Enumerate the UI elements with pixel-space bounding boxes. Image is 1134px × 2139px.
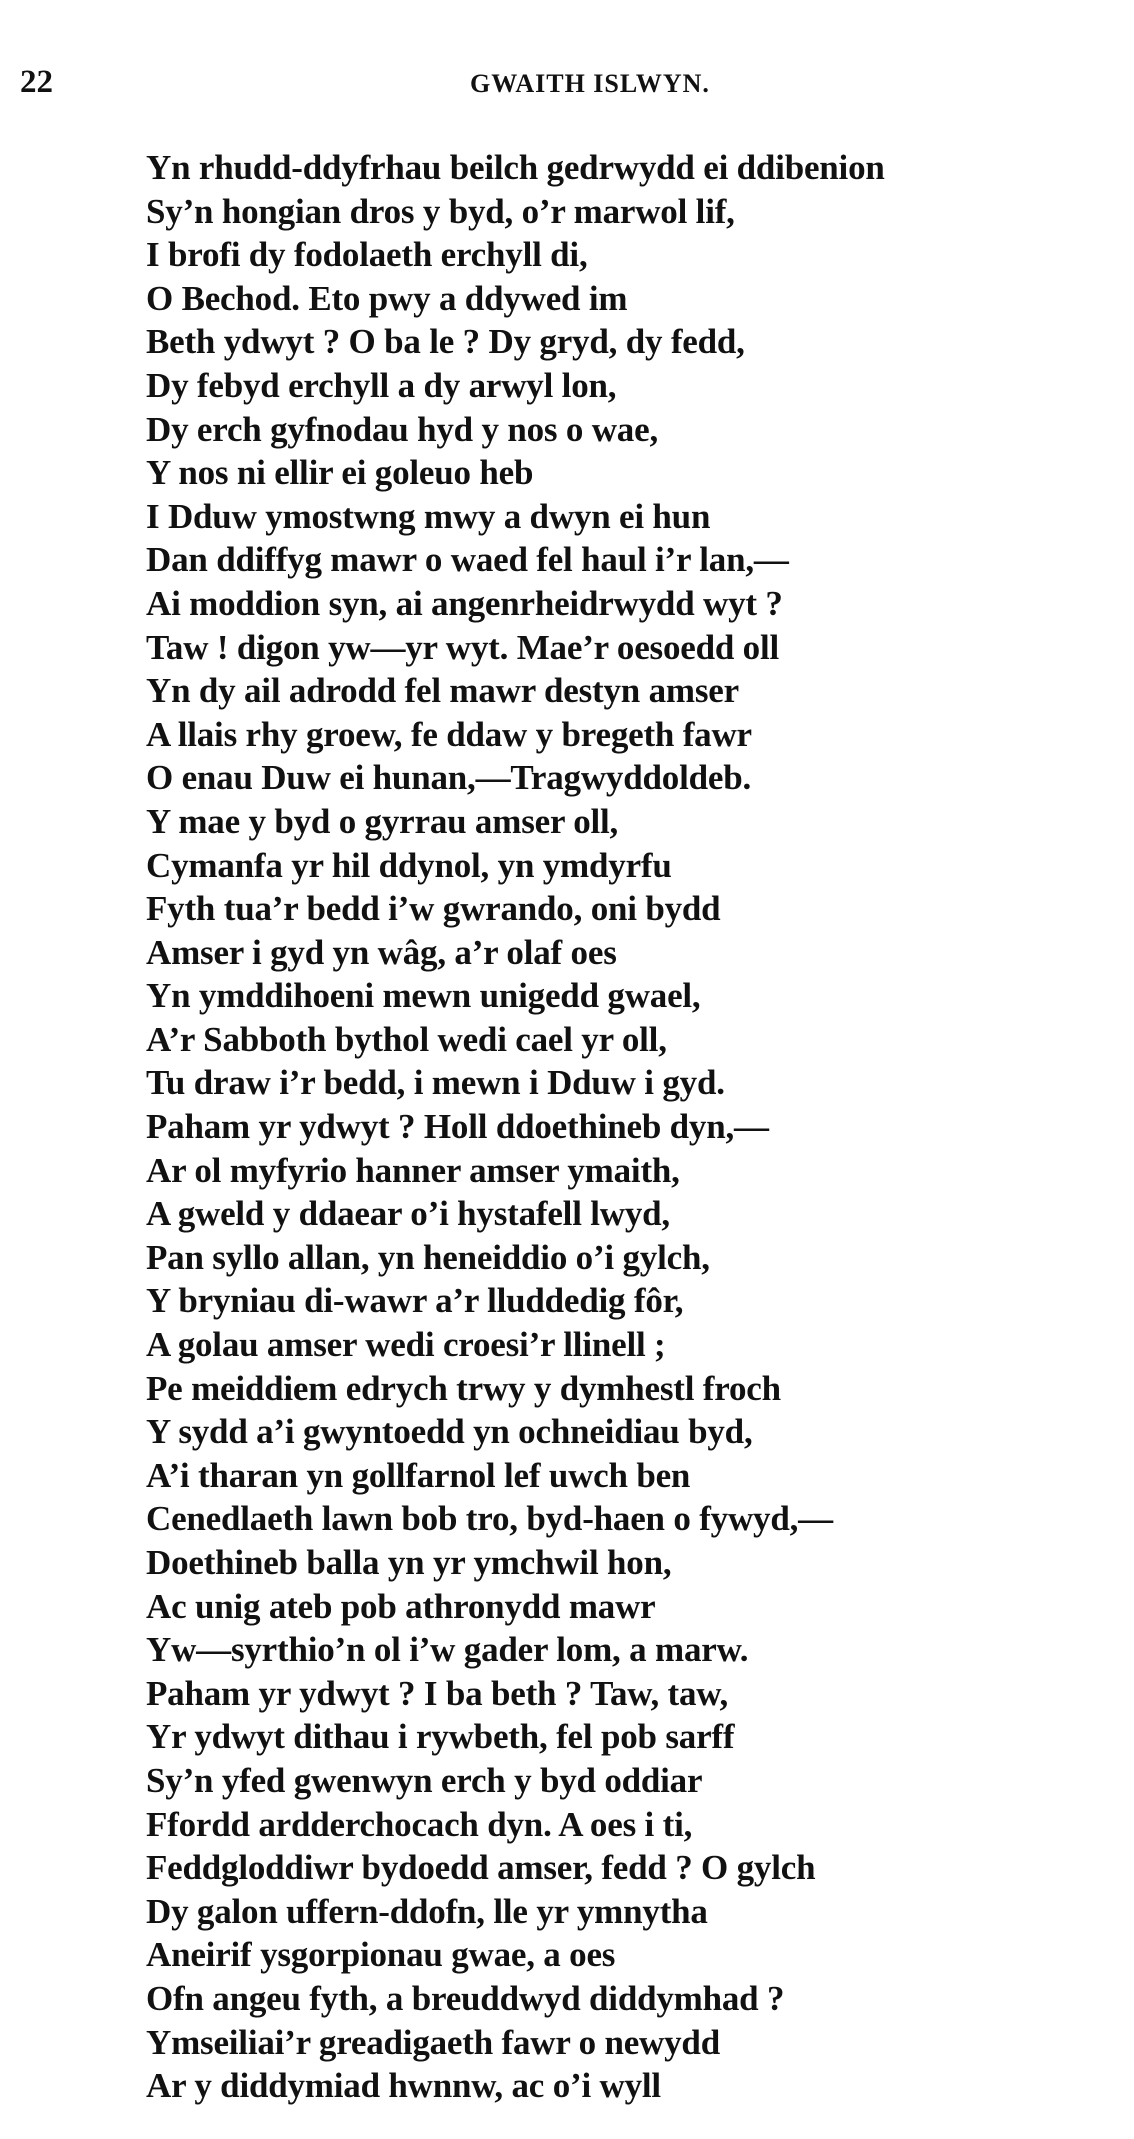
poem-line: Y bryniau di-wawr a’r lluddedig fôr, [146, 1281, 684, 1321]
poem-line: Yn dy ail adrodd fel mawr destyn amser [146, 671, 739, 711]
poem-line: A llais rhy groew, fe ddaw y bregeth fawr [146, 714, 752, 754]
poem-line: Taw ! digon yw—yr wyt. Mae’r oesoedd oll [146, 627, 780, 667]
running-title: GWAITH ISLWYN. [470, 69, 710, 98]
poem-line: Feddgloddiwr bydoedd amser, fedd ? O gylch [146, 1848, 816, 1888]
poem-line: Ar ol myfyrio hanner amser ymaith, [146, 1150, 680, 1190]
poem-line: Yr ydwyt dithau i rywbeth, fel pob sarff [146, 1717, 735, 1757]
poem-line: Yn ymddihoeni mewn unigedd gwael, [146, 976, 701, 1016]
poem-line: Dan ddiffyg mawr o waed fel haul i’r lan,— [146, 540, 789, 580]
poem-line: Dy erch gyfnodau hyd y nos o wae, [146, 409, 658, 449]
poem-line: Dy galon uffern-ddofn, lle yr ymnytha [146, 1891, 708, 1931]
page-header [0, 62, 1134, 102]
poem-line: A’r Sabboth bythol wedi cael yr oll, [146, 1019, 667, 1059]
poem-line: Y nos ni ellir ei goleuo heb [146, 453, 534, 493]
poem-line: Aneirif ysgorpionau gwae, a oes [146, 1935, 616, 1975]
poem-line: Ymseiliai’r greadigaeth fawr o newydd [146, 2022, 720, 2062]
poem-line: Y mae y byd o gyrrau amser oll, [146, 801, 619, 841]
poem-line: Y sydd a’i gwyntoedd yn ochneidiau byd, [146, 1412, 753, 1452]
poem-line: Ofn angeu fyth, a breuddwyd diddymhad ? [146, 1978, 785, 2018]
poem-line: Doethineb balla yn yr ymchwil hon, [146, 1543, 672, 1582]
poem-line: Ffordd ardderchocach dyn. A oes i ti, [146, 1804, 693, 1844]
poem-line: Cenedlaeth lawn bob tro, byd-haen o fywyd,— [146, 1499, 833, 1539]
poem-line: A’i tharan yn gollfarnol lef uwch ben [146, 1455, 691, 1495]
poem-line: Yn rhudd-ddyfrhau beilch gedrwydd ei ddibenion [146, 148, 885, 187]
poem-line: Yw—syrthio’n ol i’w gader lom, a marw. [146, 1630, 749, 1670]
poem-line: Ai moddion syn, ai angenrheidrwydd wyt ? [146, 583, 783, 623]
poem-line: Ac unig ateb pob athronydd mawr [146, 1586, 656, 1626]
poem-line: A golau amser wedi croesi’r llinell ; [146, 1325, 666, 1365]
poem-line: Sy’n hongian dros y byd, o’r marwol lif, [146, 191, 735, 231]
poem-line: O Bechod. Eto pwy a ddywed im [146, 278, 628, 318]
poem-line: Pan syllo allan, yn heneiddio o’i gylch, [146, 1237, 710, 1277]
poem-line: I Dduw ymostwng mwy a dwyn ei hun [146, 496, 711, 536]
poem-line: Pe meiddiem edrych trwy y dymhestl froch [146, 1368, 781, 1408]
poem-line: Dy febyd erchyll a dy arwyl lon, [146, 365, 617, 405]
poem-line: Amser i gyd yn wâg, a’r olaf oes [146, 932, 617, 972]
poem-line: Ar y diddymiad hwnnw, ac o’i wyll [146, 2066, 661, 2106]
poem-line: Paham yr ydwyt ? I ba beth ? Taw, taw, [146, 1673, 728, 1713]
poem-line: O enau Duw ei hunan,—Tragwyddoldeb. [146, 758, 752, 798]
poem-line: I brofi dy fodolaeth erchyll di, [146, 235, 588, 275]
poem-line: Cymanfa yr hil ddynol, yn ymdyrfu [146, 845, 672, 885]
poem-text [146, 146, 1106, 2108]
poem-line: Tu draw i’r bedd, i mewn i Dduw i gyd. [146, 1063, 725, 1103]
poem-line: Sy’n yfed gwenwyn erch y byd oddiar [146, 1760, 703, 1800]
poem-line: Fyth tua’r bedd i’w gwrando, oni bydd [146, 889, 721, 929]
poem-line: Paham yr ydwyt ? Holl ddoethineb dyn,— [146, 1107, 769, 1147]
page-number: 22 [20, 64, 53, 100]
poem-line: Beth ydwyt ? O ba le ? Dy gryd, dy fedd, [146, 322, 745, 362]
poem-line: A gweld y ddaear o’i hystafell lwyd, [146, 1194, 670, 1234]
